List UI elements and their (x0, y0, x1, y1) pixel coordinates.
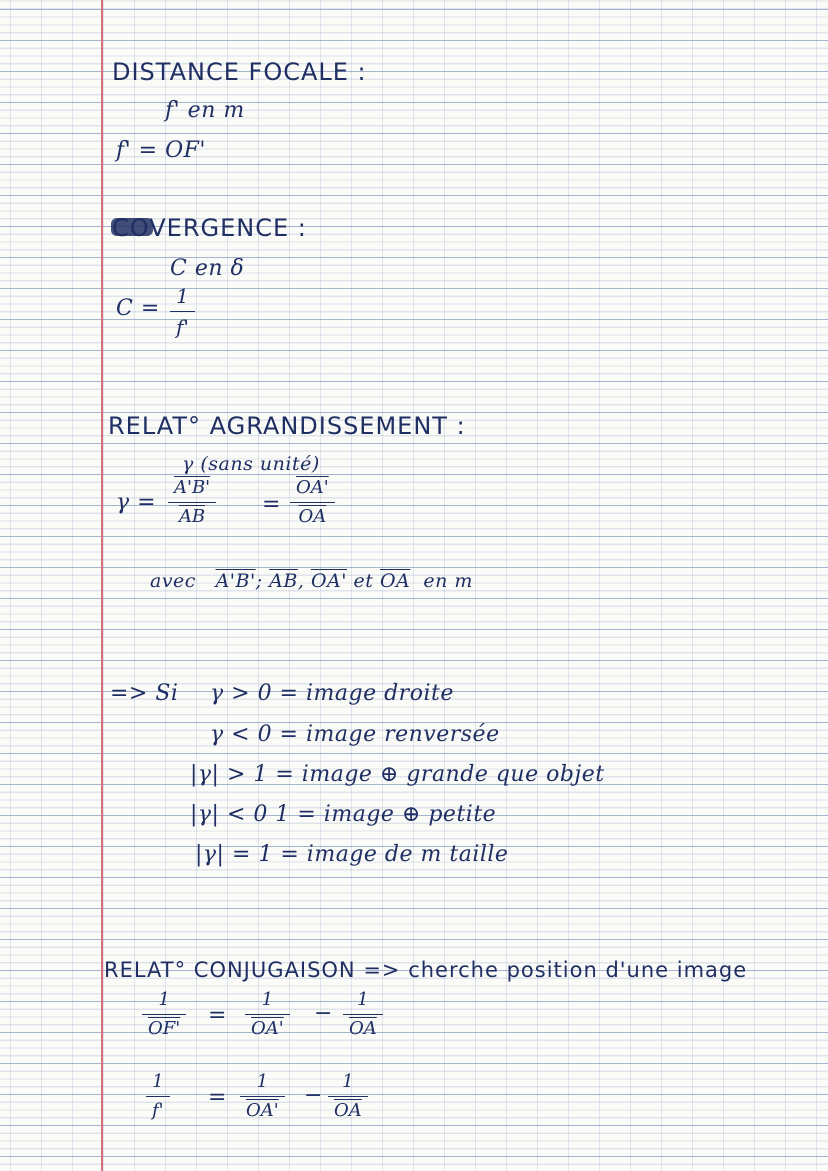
eq1-term1-denominator: OA' (251, 1017, 284, 1039)
units-oa2: $\overline{OA}$ (379, 570, 411, 592)
eq1-term2-denominator: OA (349, 1017, 377, 1039)
eq2-lhs-fraction (146, 1072, 170, 1121)
vergence-numerator: 1 (176, 284, 189, 308)
frac2-numerator: OA' (296, 477, 329, 498)
margin-line (101, 0, 103, 1171)
units-ab1: A'B' (215, 570, 256, 592)
vergence-title-prefix: CO (112, 214, 150, 242)
frac2-denominator: OA (298, 505, 327, 527)
units-note-prefix: avec (150, 570, 196, 592)
units-sep2: , (297, 570, 305, 592)
eq1-minus: − (314, 1001, 333, 1026)
vergence-fraction (170, 285, 195, 339)
frac1-denominator: AB (178, 505, 206, 527)
eq1-term1-fraction (245, 990, 290, 1039)
rule-line-4: |γ| < 0 1 = image ⊕ petite (190, 802, 497, 827)
eq2-term2-denominator: OA (334, 1099, 362, 1121)
agrandissement-lhs: γ = (116, 490, 157, 515)
units-and: et (353, 570, 374, 592)
units-ab2: $\overline{AB}$ (269, 570, 298, 592)
eq1-equals: = (208, 1003, 227, 1028)
agrandissement-unit: γ (sans unité) (182, 453, 320, 475)
eq2-term2-fraction (328, 1072, 368, 1121)
vergence-title-rest: VERGENCE : (149, 214, 307, 242)
focal-unit: f' en m (165, 98, 245, 123)
eq2-lhs-denominator: f' (152, 1099, 164, 1121)
rule-line-3: |γ| > 1 = image ⊕ grande que objet (190, 762, 605, 787)
eq1-lhs-fraction (142, 990, 186, 1039)
agrandissement-title: RELAT° AGRANDISSEMENT : (108, 412, 466, 440)
eq1-term1-numerator: 1 (261, 989, 274, 1010)
vergence-denominator: f' (176, 315, 189, 339)
vergence-unit: C en δ (170, 256, 245, 281)
units-suffix: en m (423, 570, 473, 592)
rule-line-2: γ < 0 = image renversée (210, 722, 500, 747)
eq2-term1-numerator: 1 (256, 1071, 269, 1092)
eq1-lhs-denominator: OF' (148, 1017, 181, 1039)
focal-formula: f' = OF' (116, 138, 206, 163)
conjugaison-title: RELAT° CONJUGAISON => cherche position d'une image (104, 958, 748, 982)
vergence-title (112, 216, 307, 240)
units-oa1: OA' (310, 570, 347, 592)
units-sep1: ; (255, 570, 263, 592)
eq1-term2-fraction (343, 990, 383, 1039)
eq2-term1-denominator: OA' (246, 1099, 279, 1121)
eq2-term1-fraction (240, 1072, 285, 1121)
rule-line-5: |γ| = 1 = image de m taille (195, 842, 509, 867)
eq1-term2-numerator: 1 (357, 989, 369, 1010)
agrandissement-units-note (150, 572, 473, 591)
agrandissement-equals: = (262, 492, 281, 517)
eq2-minus: − (304, 1083, 323, 1108)
eq1-lhs-numerator: 1 (158, 989, 170, 1010)
rule-line-1: γ > 0 = image droite (210, 681, 454, 706)
frac1-numerator: A'B' (174, 477, 211, 498)
eq2-lhs-numerator: 1 (152, 1071, 164, 1092)
vergence-lhs: C = (116, 296, 160, 321)
agrandissement-fraction-2 (290, 478, 335, 527)
rules-arrow: => Si (110, 681, 179, 706)
eq2-equals: = (208, 1085, 227, 1110)
focal-title: DISTANCE FOCALE : (112, 58, 367, 86)
eq2-term2-numerator: 1 (342, 1071, 354, 1092)
agrandissement-fraction-1 (168, 478, 216, 527)
